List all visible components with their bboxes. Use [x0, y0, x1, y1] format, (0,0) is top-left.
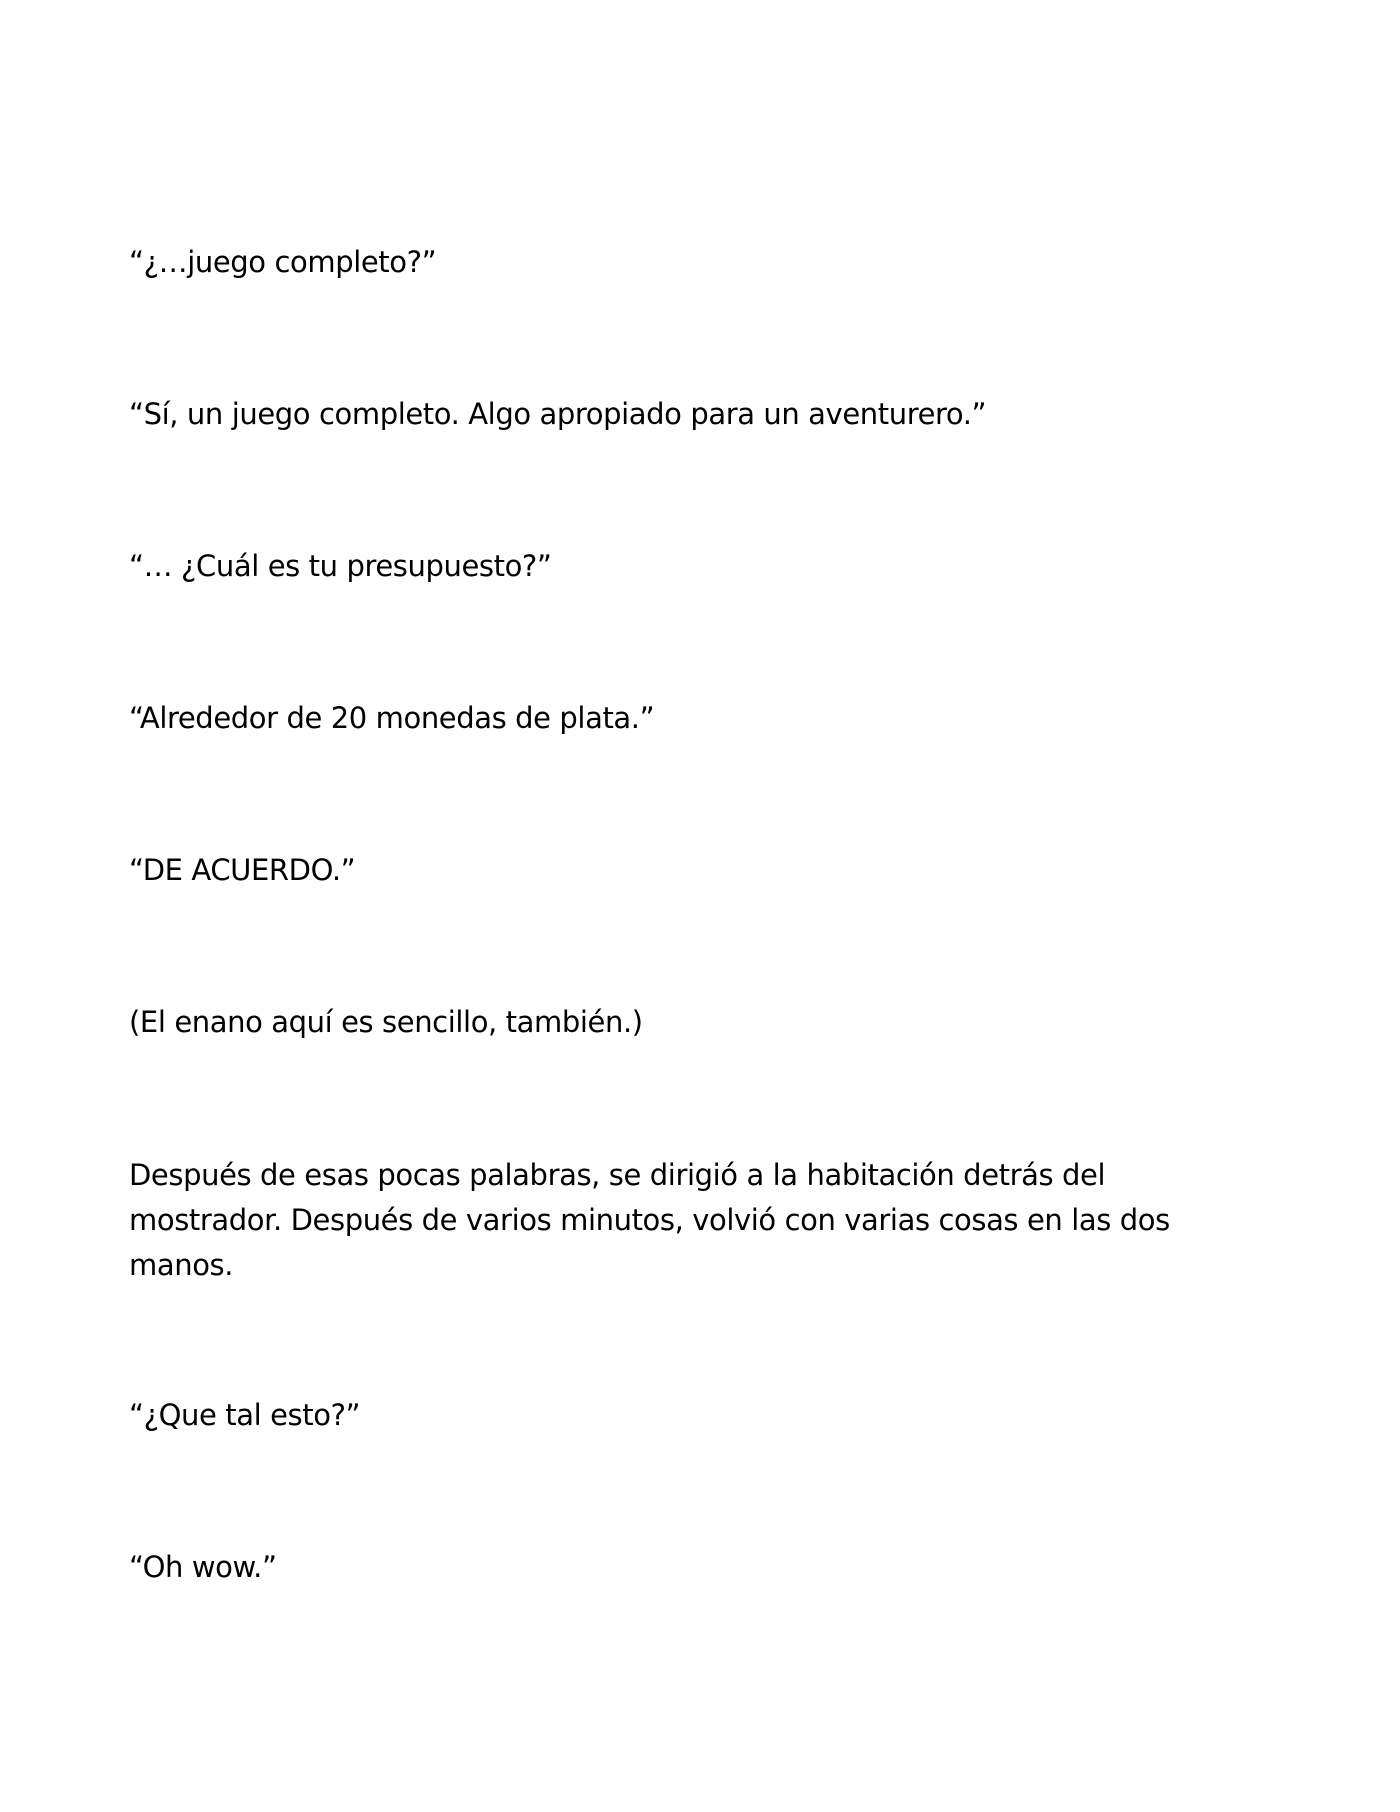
narration-paragraph: (El enano aquí es sencillo, también.): [129, 1005, 643, 1039]
dialogue-paragraph: “Sí, un juego completo. Algo apropiado para un aventurero.”: [129, 397, 987, 431]
dialogue-paragraph: “Alrededor de 20 monedas de plata.”: [129, 701, 655, 735]
dialogue-paragraph: “DE ACUERDO.”: [129, 853, 356, 887]
dialogue-paragraph: “¿Que tal esto?”: [129, 1398, 361, 1432]
dialogue-paragraph: “¿…juego completo?”: [129, 245, 437, 279]
dialogue-paragraph: “Oh wow.”: [129, 1550, 277, 1584]
narration-paragraph: Después de esas pocas palabras, se dirigió a la habitación detrás del mostrador. Después de varios minutos, volvió con varias cosas en las dos manos.: [129, 1158, 1170, 1282]
dialogue-paragraph: “… ¿Cuál es tu presupuesto?”: [129, 549, 552, 583]
